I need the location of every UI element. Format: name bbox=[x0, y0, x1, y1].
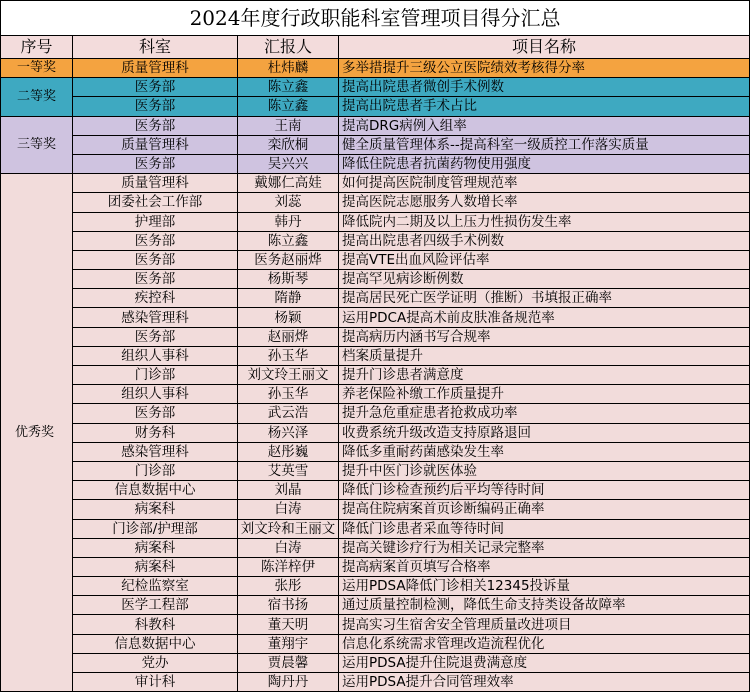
reporter-cell: 王南 bbox=[238, 116, 339, 135]
dept-cell: 疾控科 bbox=[73, 289, 238, 308]
table-row bbox=[1, 97, 750, 116]
project-cell: 运用PDSA降低门诊相关12345投诉量 bbox=[339, 577, 750, 596]
header-row bbox=[1, 36, 750, 59]
dept-cell: 团委社会工作部 bbox=[73, 193, 238, 212]
dept-cell: 质量管理科 bbox=[73, 135, 238, 154]
dept-cell: 感染管理科 bbox=[73, 308, 238, 327]
project-cell: 如何提高医院制度管理规范率 bbox=[339, 174, 750, 193]
project-cell: 提高VTE出血风险评估率 bbox=[339, 250, 750, 269]
table-row bbox=[1, 59, 750, 78]
dept-cell: 科教科 bbox=[73, 615, 238, 634]
project-cell: 信息化系统需求管理改造流程优化 bbox=[339, 634, 750, 653]
table-row bbox=[1, 193, 750, 212]
reporter-cell: 吴兴兴 bbox=[238, 154, 339, 173]
dept-cell: 纪检监察室 bbox=[73, 577, 238, 596]
project-cell: 收费系统升级改造支持原路退回 bbox=[339, 423, 750, 442]
dept-cell: 信息数据中心 bbox=[73, 634, 238, 653]
table-row bbox=[1, 135, 750, 154]
dept-cell: 病案科 bbox=[73, 557, 238, 576]
reporter-cell: 陶丹丹 bbox=[238, 673, 339, 692]
dept-cell: 病案科 bbox=[73, 538, 238, 557]
project-cell: 提高医院志愿服务人数增长率 bbox=[339, 193, 750, 212]
project-cell: 提高居民死亡医学证明（推断）书填报正确率 bbox=[339, 289, 750, 308]
reporter-cell: 刘文玲和王丽文 bbox=[238, 519, 339, 538]
project-cell: 降低多重耐药菌感染发生率 bbox=[339, 442, 750, 461]
project-cell: 降低门诊检查预约后平均等待时间 bbox=[339, 481, 750, 500]
table-row bbox=[1, 308, 750, 327]
project-cell: 提升急危重症患者抢救成功率 bbox=[339, 404, 750, 423]
dept-cell: 医务部 bbox=[73, 97, 238, 116]
reporter-cell: 杨颖 bbox=[238, 308, 339, 327]
reporter-cell: 杨斯琴 bbox=[238, 270, 339, 289]
reporter-cell: 隋静 bbox=[238, 289, 339, 308]
project-cell: 提高出院患者手术占比 bbox=[339, 97, 750, 116]
reporter-cell: 韩丹 bbox=[238, 212, 339, 231]
project-cell: 提高DRG病例入组率 bbox=[339, 116, 750, 135]
award-cell: 二等奖 bbox=[1, 78, 73, 116]
reporter-cell: 董天明 bbox=[238, 615, 339, 634]
dept-cell: 组织人事科 bbox=[73, 385, 238, 404]
reporter-cell: 贾晨馨 bbox=[238, 653, 339, 672]
dept-cell: 质量管理科 bbox=[73, 59, 238, 78]
reporter-cell: 戴娜仁高娃 bbox=[238, 174, 339, 193]
table-row bbox=[1, 653, 750, 672]
table-row bbox=[1, 442, 750, 461]
reporter-cell: 赵丽烨 bbox=[238, 327, 339, 346]
reporter-cell: 陈立鑫 bbox=[238, 97, 339, 116]
table-row bbox=[1, 634, 750, 653]
project-cell: 档案质量提升 bbox=[339, 346, 750, 365]
dept-cell: 门诊部 bbox=[73, 461, 238, 480]
dept-cell: 医务部 bbox=[73, 270, 238, 289]
project-cell: 提高出院患者微创手术例数 bbox=[339, 78, 750, 97]
reporter-cell: 武云浩 bbox=[238, 404, 339, 423]
project-cell: 降低住院患者抗菌药物使用强度 bbox=[339, 154, 750, 173]
table-row bbox=[1, 231, 750, 250]
header-project: 项目名称 bbox=[339, 36, 750, 59]
project-cell: 提升中医门诊就医体验 bbox=[339, 461, 750, 480]
table-row bbox=[1, 673, 750, 692]
reporter-cell: 白涛 bbox=[238, 500, 339, 519]
award-cell: 优秀奖 bbox=[1, 174, 73, 692]
header-reporter: 汇报人 bbox=[238, 36, 339, 59]
project-cell: 提高病案首页填写合格率 bbox=[339, 557, 750, 576]
dept-cell: 医务部 bbox=[73, 404, 238, 423]
project-cell: 通过质量控制检测，降低生命支持类设备故障率 bbox=[339, 596, 750, 615]
table-row bbox=[1, 481, 750, 500]
table-row bbox=[1, 327, 750, 346]
reporter-cell: 医务赵丽烨 bbox=[238, 250, 339, 269]
award-cell: 三等奖 bbox=[1, 116, 73, 174]
reporter-cell: 栾欣桐 bbox=[238, 135, 339, 154]
table-row bbox=[1, 596, 750, 615]
award-cell: 一等奖 bbox=[1, 59, 73, 78]
dept-cell: 医务部 bbox=[73, 250, 238, 269]
reporter-cell: 孙玉华 bbox=[238, 346, 339, 365]
dept-cell: 医学工程部 bbox=[73, 596, 238, 615]
table-row bbox=[1, 212, 750, 231]
table-row bbox=[1, 423, 750, 442]
dept-cell: 医务部 bbox=[73, 231, 238, 250]
dept-cell: 护理部 bbox=[73, 212, 238, 231]
table-row bbox=[1, 289, 750, 308]
project-cell: 降低院内二期及以上压力性损伤发生率 bbox=[339, 212, 750, 231]
dept-cell: 医务部 bbox=[73, 154, 238, 173]
dept-cell: 组织人事科 bbox=[73, 346, 238, 365]
dept-cell: 质量管理科 bbox=[73, 174, 238, 193]
dept-cell: 医务部 bbox=[73, 116, 238, 135]
table-row bbox=[1, 615, 750, 634]
project-cell: 降低门诊患者采血等待时间 bbox=[339, 519, 750, 538]
table-row bbox=[1, 577, 750, 596]
reporter-cell: 艾英雪 bbox=[238, 461, 339, 480]
table-row bbox=[1, 538, 750, 557]
table-row bbox=[1, 519, 750, 538]
header-rank: 序号 bbox=[1, 36, 73, 59]
project-cell: 提高病历内涵书写合规率 bbox=[339, 327, 750, 346]
reporter-cell: 刘晶 bbox=[238, 481, 339, 500]
dept-cell: 医务部 bbox=[73, 327, 238, 346]
table-row bbox=[1, 174, 750, 193]
reporter-cell: 杜炜麟 bbox=[238, 59, 339, 78]
project-cell: 提高罕见病诊断例数 bbox=[339, 270, 750, 289]
table-row bbox=[1, 557, 750, 576]
project-cell: 提高住院病案首页诊断编码正确率 bbox=[339, 500, 750, 519]
table-row bbox=[1, 404, 750, 423]
table-row bbox=[1, 270, 750, 289]
reporter-cell: 宿书扬 bbox=[238, 596, 339, 615]
reporter-cell: 刘文玲王丽文 bbox=[238, 366, 339, 385]
dept-cell: 审计科 bbox=[73, 673, 238, 692]
dept-cell: 信息数据中心 bbox=[73, 481, 238, 500]
dept-cell: 党办 bbox=[73, 653, 238, 672]
dept-cell: 财务科 bbox=[73, 423, 238, 442]
dept-cell: 感染管理科 bbox=[73, 442, 238, 461]
reporter-cell: 陈立鑫 bbox=[238, 231, 339, 250]
project-cell: 提高出院患者四级手术例数 bbox=[339, 231, 750, 250]
reporter-cell: 赵彤巍 bbox=[238, 442, 339, 461]
project-cell: 提升门诊患者满意度 bbox=[339, 366, 750, 385]
project-cell: 多举措提升三级公立医院绩效考核得分率 bbox=[339, 59, 750, 78]
table-row bbox=[1, 116, 750, 135]
dept-cell: 门诊部/护理部 bbox=[73, 519, 238, 538]
table-row bbox=[1, 154, 750, 173]
dept-cell: 医务部 bbox=[73, 78, 238, 97]
header-dept: 科室 bbox=[73, 36, 238, 59]
table-title: 2024年度行政职能科室管理项目得分汇总 bbox=[1, 1, 750, 36]
project-cell: 提高实习生宿舍安全管理质量改进项目 bbox=[339, 615, 750, 634]
dept-cell: 门诊部 bbox=[73, 366, 238, 385]
project-cell: 运用PDSA提升住院退费满意度 bbox=[339, 653, 750, 672]
table-row bbox=[1, 250, 750, 269]
table-row bbox=[1, 366, 750, 385]
reporter-cell: 董翔宇 bbox=[238, 634, 339, 653]
table-row bbox=[1, 346, 750, 365]
reporter-cell: 张彤 bbox=[238, 577, 339, 596]
table-row bbox=[1, 78, 750, 97]
table-row bbox=[1, 461, 750, 480]
table-row bbox=[1, 500, 750, 519]
reporter-cell: 陈洋梓伊 bbox=[238, 557, 339, 576]
reporter-cell: 白涛 bbox=[238, 538, 339, 557]
reporter-cell: 陈立鑫 bbox=[238, 78, 339, 97]
reporter-cell: 刘蕊 bbox=[238, 193, 339, 212]
reporter-cell: 杨兴泽 bbox=[238, 423, 339, 442]
table-row bbox=[1, 385, 750, 404]
dept-cell: 病案科 bbox=[73, 500, 238, 519]
project-cell: 健全质量管理体系--提高科室一级质控工作落实质量 bbox=[339, 135, 750, 154]
project-cell: 运用PDSA提升合同管理效率 bbox=[339, 673, 750, 692]
project-cell: 养老保险补缴工作质量提升 bbox=[339, 385, 750, 404]
project-cell: 运用PDCA提高术前皮肤准备规范率 bbox=[339, 308, 750, 327]
reporter-cell: 孙玉华 bbox=[238, 385, 339, 404]
project-cell: 提高关键诊疗行为相关记录完整率 bbox=[339, 538, 750, 557]
